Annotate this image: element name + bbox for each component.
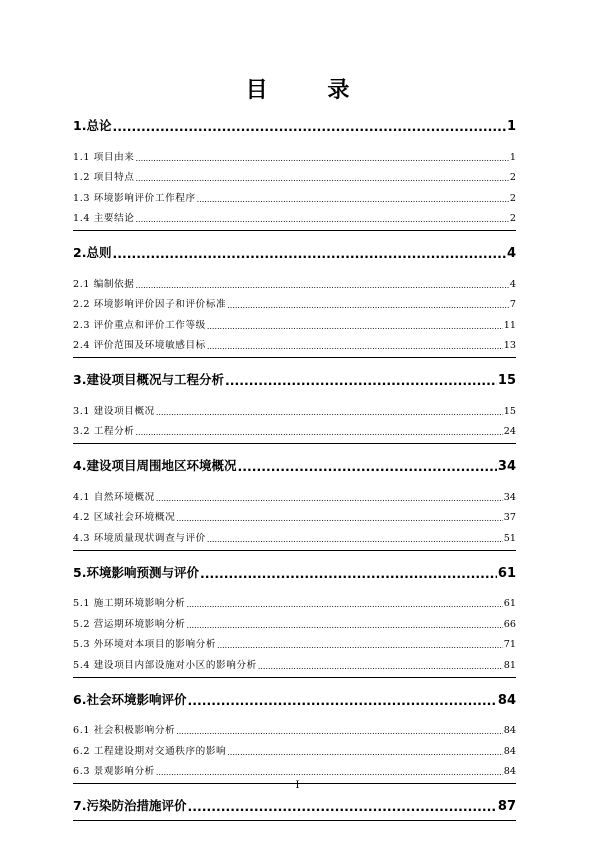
toc-leader-dots bbox=[135, 425, 502, 437]
toc-item-label: 1.1 项目由来 bbox=[73, 151, 135, 163]
toc-item-page: 24 bbox=[503, 426, 516, 437]
toc-item-page: 84 bbox=[503, 745, 516, 757]
toc-item-label: 4.3 环境质量现状调查与评价 bbox=[73, 532, 206, 544]
toc-item-entry[interactable] bbox=[73, 163, 516, 184]
toc-item-entry[interactable] bbox=[73, 183, 516, 204]
toc-item-page: 2 bbox=[509, 213, 516, 224]
toc-item-page: 2 bbox=[509, 192, 516, 204]
toc-item-entry[interactable] bbox=[73, 736, 516, 757]
toc-chapter-page: 4 bbox=[506, 246, 516, 261]
toc-leader-dots bbox=[217, 638, 503, 650]
toc-item-page: 81 bbox=[503, 659, 516, 671]
toc-chapter-label: 3.建设项目概况与工程分析 bbox=[73, 372, 224, 387]
toc-item-label: 6.2 工程建设期对交通秩序的影响 bbox=[73, 745, 227, 757]
page-number: I bbox=[295, 780, 300, 791]
toc-item-label: 5.3 外环境对本项目的影响分析 bbox=[73, 639, 217, 650]
toc-leader-dots bbox=[135, 212, 508, 224]
toc-leader-dots bbox=[227, 298, 509, 310]
toc-section bbox=[73, 108, 516, 231]
toc-item-label: 2.1 编制依据 bbox=[73, 278, 135, 290]
toc-item-page: 7 bbox=[509, 299, 516, 310]
toc-section bbox=[73, 448, 516, 551]
toc-item-label: 4.2 区域社会环境概况 bbox=[73, 512, 176, 523]
toc-item-entry[interactable] bbox=[73, 609, 516, 630]
toc-leader-dots bbox=[207, 319, 503, 331]
toc-item-entry[interactable] bbox=[73, 290, 516, 311]
toc-item-page: 2 bbox=[509, 172, 516, 183]
toc-section bbox=[73, 788, 516, 821]
toc-section bbox=[73, 362, 516, 444]
toc-leader-dots bbox=[258, 659, 503, 671]
toc-chapter-entry[interactable] bbox=[73, 362, 516, 388]
toc-leader-dots bbox=[135, 151, 508, 163]
toc-item-label: 1.2 项目特点 bbox=[73, 172, 135, 183]
toc-item-label: 1.4 主要结论 bbox=[73, 213, 135, 224]
toc-leader-dots bbox=[176, 511, 503, 523]
toc-item-entry[interactable] bbox=[73, 482, 516, 503]
toc-item-label: 1.3 环境影响评价工作程序 bbox=[73, 192, 196, 204]
toc-item-label: 2.2 环境影响评价因子和评价标准 bbox=[73, 299, 227, 310]
toc-section bbox=[73, 555, 516, 678]
toc-chapter-label: 5.环境影响预测与评价 bbox=[73, 564, 199, 580]
toc-item-entry[interactable] bbox=[73, 417, 516, 438]
toc-item-entry[interactable] bbox=[73, 269, 516, 290]
toc-item-page: 11 bbox=[503, 319, 516, 331]
toc-leader-dots bbox=[207, 339, 503, 351]
toc-chapter-entry[interactable] bbox=[73, 555, 516, 581]
toc-item-page: 66 bbox=[503, 618, 516, 630]
toc-chapter-page: 84 bbox=[497, 692, 516, 708]
toc-chapter-page: 1 bbox=[506, 119, 516, 134]
toc-item-entry[interactable] bbox=[73, 142, 516, 163]
toc-item-label: 6.1 社会积极影响分析 bbox=[73, 725, 176, 736]
toc-leader-dots bbox=[227, 745, 503, 757]
toc-item-entry[interactable] bbox=[73, 331, 516, 352]
toc-leader-dots bbox=[186, 597, 502, 609]
toc-item-entry[interactable] bbox=[73, 716, 516, 737]
toc-item-page: 84 bbox=[503, 766, 516, 777]
toc-item-entry[interactable] bbox=[73, 503, 516, 524]
toc-item-entry[interactable] bbox=[73, 204, 516, 225]
toc-chapter-label: 6.社会环境影响评价 bbox=[73, 691, 187, 707]
toc-section bbox=[73, 682, 516, 785]
toc-chapter-entry[interactable] bbox=[73, 788, 516, 814]
toc-leader-dots bbox=[176, 724, 503, 736]
toc-chapter-page: 15 bbox=[497, 373, 516, 388]
toc-chapter-page: 87 bbox=[497, 799, 516, 814]
toc-leader-dots bbox=[135, 171, 508, 183]
toc-item-entry[interactable] bbox=[73, 757, 516, 778]
toc-chapter-entry[interactable] bbox=[73, 448, 516, 474]
toc-item-label: 5.2 营运期环境影响分析 bbox=[73, 618, 186, 630]
toc-item-label: 6.3 景观影响分析 bbox=[73, 766, 155, 777]
toc-section bbox=[73, 235, 516, 358]
toc-leader-dots bbox=[200, 565, 497, 581]
toc-item-label: 3.1 建设项目概况 bbox=[73, 405, 155, 417]
toc-item-page: 15 bbox=[503, 405, 516, 417]
toc-leader-dots bbox=[197, 192, 509, 204]
toc-item-page: 61 bbox=[503, 598, 516, 609]
toc-leader-dots bbox=[112, 118, 506, 134]
toc-leader-dots bbox=[156, 405, 503, 417]
toc-chapter-label: 4.建设项目周围地区环境概况 bbox=[73, 458, 237, 473]
toc-item-page: 34 bbox=[503, 491, 516, 503]
toc-item-page: 13 bbox=[503, 340, 516, 351]
toc-chapter-label: 2.总则 bbox=[73, 245, 112, 260]
toc-leader-dots bbox=[237, 458, 496, 474]
toc-item-entry[interactable] bbox=[73, 310, 516, 331]
toc-item-page: 71 bbox=[503, 639, 516, 650]
toc-item-entry[interactable] bbox=[73, 396, 516, 417]
toc-chapter-entry[interactable] bbox=[73, 108, 516, 134]
toc-chapter-entry[interactable] bbox=[73, 682, 516, 708]
toc-item-entry[interactable] bbox=[73, 589, 516, 610]
toc-chapter-label: 1.总论 bbox=[73, 118, 112, 133]
toc-leader-dots bbox=[112, 245, 506, 261]
toc-leader-dots bbox=[187, 798, 496, 814]
toc-chapter-page: 61 bbox=[497, 565, 516, 581]
toc-chapter-entry[interactable] bbox=[73, 235, 516, 261]
toc-item-label: 4.1 自然环境概况 bbox=[73, 491, 155, 503]
toc-item-page: 51 bbox=[503, 532, 516, 544]
toc-item-label: 2.4 评价范围及环境敏感目标 bbox=[73, 340, 206, 351]
toc-item-label: 3.2 工程分析 bbox=[73, 426, 135, 437]
toc-item-page: 1 bbox=[509, 151, 516, 163]
page-title: 目 录 bbox=[245, 78, 376, 103]
toc-item-entry[interactable] bbox=[73, 523, 516, 544]
toc-item-page: 4 bbox=[509, 278, 516, 290]
toc-leader-dots bbox=[135, 278, 508, 290]
toc-chapter-label: 7.污染防治措施评价 bbox=[73, 798, 187, 813]
toc-item-label: 5.1 施工期环境影响分析 bbox=[73, 598, 186, 609]
toc-item-page: 37 bbox=[503, 512, 516, 523]
toc-chapter-page: 34 bbox=[497, 459, 516, 474]
toc-leader-dots bbox=[207, 532, 503, 544]
toc-item-label: 2.3 评价重点和评价工作等级 bbox=[73, 319, 206, 331]
toc-item-label: 5.4 建设项目内部设施对小区的影响分析 bbox=[73, 659, 257, 671]
toc-item-entry[interactable] bbox=[73, 650, 516, 671]
toc-leader-dots bbox=[156, 491, 503, 503]
toc-leader-dots bbox=[156, 765, 503, 777]
toc-leader-dots bbox=[186, 618, 502, 630]
table-of-contents bbox=[73, 104, 516, 821]
toc-item-entry[interactable] bbox=[73, 630, 516, 651]
toc-leader-dots bbox=[225, 372, 497, 388]
toc-item-page: 84 bbox=[503, 725, 516, 736]
toc-leader-dots bbox=[187, 692, 496, 708]
